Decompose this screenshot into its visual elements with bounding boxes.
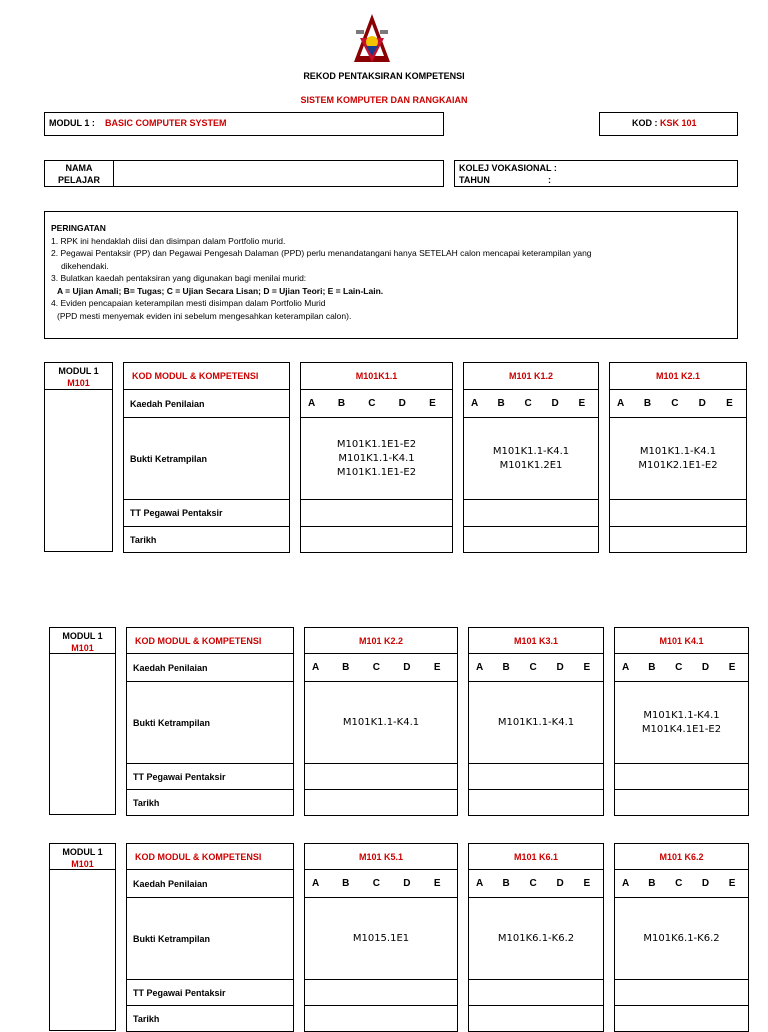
method-option-c[interactable]: C <box>664 390 691 418</box>
competency-header-row <box>469 628 604 654</box>
tt-pegawai-label: TT Pegawai Pentaksir <box>124 500 290 527</box>
warning-line-3b: A = Ujian Amali; B= Tugas; C = Ujian Secara Lisan; D = Ujian Teori; E = Lain-Lain. <box>57 285 384 296</box>
method-option-a[interactable]: A <box>305 654 336 682</box>
modul-code: M101 <box>71 859 94 869</box>
competency-code: M101 K5.1 <box>305 844 458 870</box>
modul-code: M101 <box>67 378 90 388</box>
label-row <box>124 527 290 553</box>
tt-pegawai-label: TT Pegawai Pentaksir <box>127 980 294 1006</box>
modul-number: MODUL 1 <box>58 366 99 376</box>
kod-field <box>599 112 738 136</box>
warning-line-4b: (PPD mesti menyemak eviden ini sebelum mengesahkan keterampilan calon). <box>57 310 352 321</box>
evidence-code: M101K1.1-K4.1 <box>492 445 570 457</box>
date-row <box>615 1006 749 1032</box>
kod-label: KOD : <box>632 118 658 128</box>
method-option-e[interactable]: E <box>572 390 599 418</box>
evidence-cell <box>305 898 458 980</box>
competency-header-row <box>301 363 453 390</box>
method-row <box>469 870 604 898</box>
signature-field[interactable] <box>615 764 749 790</box>
evidence-code: M101K1.1-K4.1 <box>338 452 415 464</box>
date-row <box>301 527 453 553</box>
evidence-code: M101K1.2E1 <box>499 459 563 471</box>
nama-input[interactable] <box>115 163 441 185</box>
warning-box <box>44 211 738 339</box>
signature-row <box>469 764 604 790</box>
date-field[interactable] <box>469 790 604 816</box>
warning-line-1: 1. RPK ini hendaklah diisi dan disimpan dalam Portfolio murid. <box>51 235 286 246</box>
competency-header-row <box>469 844 604 870</box>
modul-header <box>45 363 112 390</box>
method-option-b[interactable]: B <box>331 390 361 418</box>
evidence-row <box>464 418 599 500</box>
tahun-label: TAHUN <box>459 175 490 185</box>
warning-heading: PERINGATAN <box>51 223 106 233</box>
competency-table <box>614 627 749 816</box>
evidence-code: M101K1.1-K4.1 <box>643 709 720 721</box>
signature-field[interactable] <box>615 980 749 1006</box>
competency-header-row <box>464 363 599 390</box>
label-row <box>127 898 294 980</box>
method-option-d[interactable]: D <box>695 654 722 682</box>
method-option-e[interactable]: E <box>722 654 749 682</box>
competency-code: M101 K6.2 <box>615 844 749 870</box>
warning-line-2: 2. Pegawai Pentaksir (PP) dan Pegawai Pengesah Dalaman (PPD) perlu menandatangani hanya SETELAH calon mencapai keterampilan yang <box>51 248 592 258</box>
modul-column <box>49 843 116 1031</box>
date-field[interactable] <box>610 527 747 553</box>
label-row <box>124 390 290 418</box>
method-option-e[interactable]: E <box>422 390 452 418</box>
method-row <box>464 390 599 418</box>
competency-code: M101 K6.1 <box>469 844 604 870</box>
method-option-a[interactable]: A <box>464 390 491 418</box>
label-row <box>127 654 294 682</box>
modul-label: MODUL 1 : <box>49 118 95 128</box>
modul-code: M101 <box>71 643 94 653</box>
label-row <box>127 764 294 790</box>
competency-code: M101 K2.2 <box>305 628 458 654</box>
institution-logo <box>352 12 392 64</box>
evidence-cell <box>305 682 458 764</box>
evidence-code: M101K1.1-K4.1 <box>497 716 575 728</box>
competency-code: M101K1.1 <box>301 363 453 390</box>
bukti-label: Bukti Ketrampilan <box>124 418 290 500</box>
kod-modul-header: KOD MODUL & KOMPETENSI <box>127 628 294 654</box>
label-row <box>124 363 290 390</box>
evidence-code: M101K2.1E1-E2 <box>638 459 718 471</box>
signature-field[interactable] <box>610 500 747 527</box>
modul-column <box>49 627 116 815</box>
nama-label-line2: PELAJAR <box>57 175 100 185</box>
date-field[interactable] <box>615 790 749 816</box>
method-option-a[interactable]: A <box>469 654 496 682</box>
kolej-box <box>454 160 738 187</box>
method-option-d[interactable]: D <box>695 870 722 898</box>
method-option-c[interactable]: C <box>668 870 695 898</box>
evidence-code: M101K1.1-K4.1 <box>639 445 717 457</box>
evidence-code: M101K4.1E1-E2 <box>641 723 722 735</box>
kaedah-label: Kaedah Penilaian <box>127 654 294 682</box>
method-row <box>305 870 458 898</box>
method-option-d[interactable]: D <box>396 870 427 898</box>
evidence-row <box>615 898 749 980</box>
evidence-cell <box>469 898 604 980</box>
method-option-e[interactable]: E <box>722 870 749 898</box>
label-row <box>124 418 290 500</box>
method-option-d[interactable]: D <box>550 654 577 682</box>
label-row <box>127 628 294 654</box>
method-option-a[interactable]: A <box>469 870 496 898</box>
competency-table <box>300 362 453 553</box>
tt-pegawai-label: TT Pegawai Pentaksir <box>127 764 294 790</box>
label-row <box>127 1006 294 1032</box>
method-option-b[interactable]: B <box>491 390 518 418</box>
competency-header-row <box>610 363 747 390</box>
warning-line-4: 4. Eviden pencapaian keterampilan mesti disimpan dalam Portfolio Murid <box>51 298 326 308</box>
signature-row <box>469 980 604 1006</box>
page-title: REKOD PENTAKSIRAN KOMPETENSI <box>303 71 465 81</box>
bukti-label: Bukti Ketrampilan <box>127 898 294 980</box>
evidence-code: M101K6.1-K6.2 <box>497 932 575 944</box>
method-option-e[interactable]: E <box>577 654 604 682</box>
date-row <box>615 790 749 816</box>
date-field[interactable] <box>301 527 453 553</box>
method-row <box>615 870 749 898</box>
evidence-cell <box>301 418 453 500</box>
method-row <box>615 654 749 682</box>
method-option-e[interactable]: E <box>719 390 746 418</box>
method-option-c[interactable]: C <box>366 870 397 898</box>
modul-value: BASIC COMPUTER SYSTEM <box>105 118 227 128</box>
method-option-b[interactable]: B <box>496 654 523 682</box>
nama-label-line1: NAMA <box>65 163 93 173</box>
method-option-d[interactable]: D <box>396 654 427 682</box>
method-option-b[interactable]: B <box>641 654 668 682</box>
evidence-cell <box>464 418 599 500</box>
competency-table <box>468 843 604 1032</box>
tarikh-label: Tarikh <box>124 527 290 553</box>
evidence-row <box>305 898 458 980</box>
method-option-c[interactable]: C <box>361 390 391 418</box>
method-row <box>301 390 453 418</box>
tahun-colon: : <box>548 175 551 185</box>
method-option-c[interactable]: C <box>668 654 695 682</box>
evidence-code: M101K1.1-K4.1 <box>342 716 420 728</box>
method-option-e[interactable]: E <box>427 654 458 682</box>
competency-table <box>304 627 458 816</box>
evidence-row <box>610 418 747 500</box>
method-row <box>610 390 747 418</box>
competency-code: M101 K4.1 <box>615 628 749 654</box>
kolej-label: KOLEJ VOKASIONAL : <box>459 163 557 173</box>
date-row <box>469 790 604 816</box>
date-row <box>610 527 747 553</box>
evidence-row <box>469 682 604 764</box>
signature-field[interactable] <box>469 764 604 790</box>
method-option-e[interactable]: E <box>577 870 604 898</box>
competency-table <box>614 843 749 1032</box>
bukti-label: Bukti Ketrampilan <box>127 682 294 764</box>
signature-field[interactable] <box>464 500 599 527</box>
label-row <box>124 500 290 527</box>
signature-row <box>305 980 458 1006</box>
evidence-row <box>615 682 749 764</box>
signature-field[interactable] <box>469 980 604 1006</box>
method-option-c[interactable]: C <box>523 654 550 682</box>
signature-field[interactable] <box>301 500 453 527</box>
kaedah-label: Kaedah Penilaian <box>124 390 290 418</box>
date-field[interactable] <box>464 527 599 553</box>
method-option-c[interactable]: C <box>518 390 545 418</box>
competency-header-row <box>615 628 749 654</box>
tarikh-label: Tarikh <box>127 790 294 816</box>
label-row <box>127 870 294 898</box>
warning-line-3: 3. Bulatkan kaedah pentaksiran yang digunakan bagi menilai murid: <box>51 273 307 283</box>
method-option-d[interactable]: D <box>692 390 719 418</box>
label-row <box>127 844 294 870</box>
evidence-code: M1015.1E1 <box>352 932 410 944</box>
competency-code: M101 K3.1 <box>469 628 604 654</box>
date-row <box>305 790 458 816</box>
method-option-a[interactable]: A <box>615 870 642 898</box>
date-row <box>469 1006 604 1032</box>
label-row <box>127 790 294 816</box>
signature-row <box>610 500 747 527</box>
tarikh-label: Tarikh <box>127 1006 294 1032</box>
nama-label <box>45 162 113 186</box>
modul-header <box>50 844 115 870</box>
date-row <box>464 527 599 553</box>
competency-label-table <box>126 627 294 816</box>
date-row <box>305 1006 458 1032</box>
signature-field[interactable] <box>305 764 458 790</box>
modul-column <box>44 362 113 552</box>
kod-modul-header: KOD MODUL & KOMPETENSI <box>127 844 294 870</box>
method-option-d[interactable]: D <box>392 390 422 418</box>
evidence-cell <box>610 418 747 500</box>
signature-row <box>301 500 453 527</box>
method-option-b[interactable]: B <box>335 654 366 682</box>
competency-table <box>304 843 458 1032</box>
method-option-e[interactable]: E <box>427 870 458 898</box>
warning-line-2b: dikehendaki. <box>61 260 109 271</box>
modul-field <box>44 112 444 136</box>
modul-number: MODUL 1 <box>62 847 103 857</box>
evidence-cell <box>469 682 604 764</box>
label-row <box>127 682 294 764</box>
signature-field[interactable] <box>305 980 458 1006</box>
method-option-a[interactable]: A <box>615 654 642 682</box>
date-field[interactable] <box>469 1006 604 1032</box>
evidence-row <box>301 418 453 500</box>
signature-row <box>615 764 749 790</box>
method-option-b[interactable]: B <box>637 390 664 418</box>
competency-header-row <box>305 844 458 870</box>
kod-value: KSK 101 <box>660 118 697 128</box>
competency-table <box>463 362 599 553</box>
kod-modul-header: KOD MODUL & KOMPETENSI <box>124 363 290 390</box>
competency-code: M101 K2.1 <box>610 363 747 390</box>
method-option-b[interactable]: B <box>335 870 366 898</box>
method-row <box>469 654 604 682</box>
evidence-code: M101K1.1E1-E2 <box>336 438 417 450</box>
evidence-row <box>469 898 604 980</box>
evidence-cell <box>615 898 749 980</box>
method-option-c[interactable]: C <box>523 870 550 898</box>
kaedah-label: Kaedah Penilaian <box>127 870 294 898</box>
method-option-b[interactable]: B <box>641 870 668 898</box>
competency-header-row <box>305 628 458 654</box>
signature-row <box>464 500 599 527</box>
student-name-box <box>44 160 444 187</box>
competency-table <box>468 627 604 816</box>
evidence-cell <box>615 682 749 764</box>
label-row <box>127 980 294 1006</box>
date-field[interactable] <box>615 1006 749 1032</box>
method-row <box>305 654 458 682</box>
method-option-b[interactable]: B <box>496 870 523 898</box>
evidence-row <box>305 682 458 764</box>
nama-divider <box>113 161 114 186</box>
method-option-c[interactable]: C <box>366 654 397 682</box>
date-field[interactable] <box>305 1006 458 1032</box>
signature-row <box>305 764 458 790</box>
method-option-a[interactable]: A <box>301 390 331 418</box>
method-option-d[interactable]: D <box>545 390 572 418</box>
competency-label-table <box>123 362 290 553</box>
evidence-code: M101K6.1-K6.2 <box>643 932 720 944</box>
modul-header <box>50 628 115 654</box>
method-option-a[interactable]: A <box>610 390 637 418</box>
method-option-d[interactable]: D <box>550 870 577 898</box>
competency-code: M101 K1.2 <box>464 363 599 390</box>
evidence-code: M101K1.1E1-E2 <box>336 466 417 478</box>
page-subtitle: SISTEM KOMPUTER DAN RANGKAIAN <box>300 95 468 105</box>
modul-number: MODUL 1 <box>62 631 103 641</box>
competency-label-table <box>126 843 294 1032</box>
method-option-a[interactable]: A <box>305 870 336 898</box>
signature-row <box>615 980 749 1006</box>
competency-header-row <box>615 844 749 870</box>
date-field[interactable] <box>305 790 458 816</box>
competency-table <box>609 362 747 553</box>
